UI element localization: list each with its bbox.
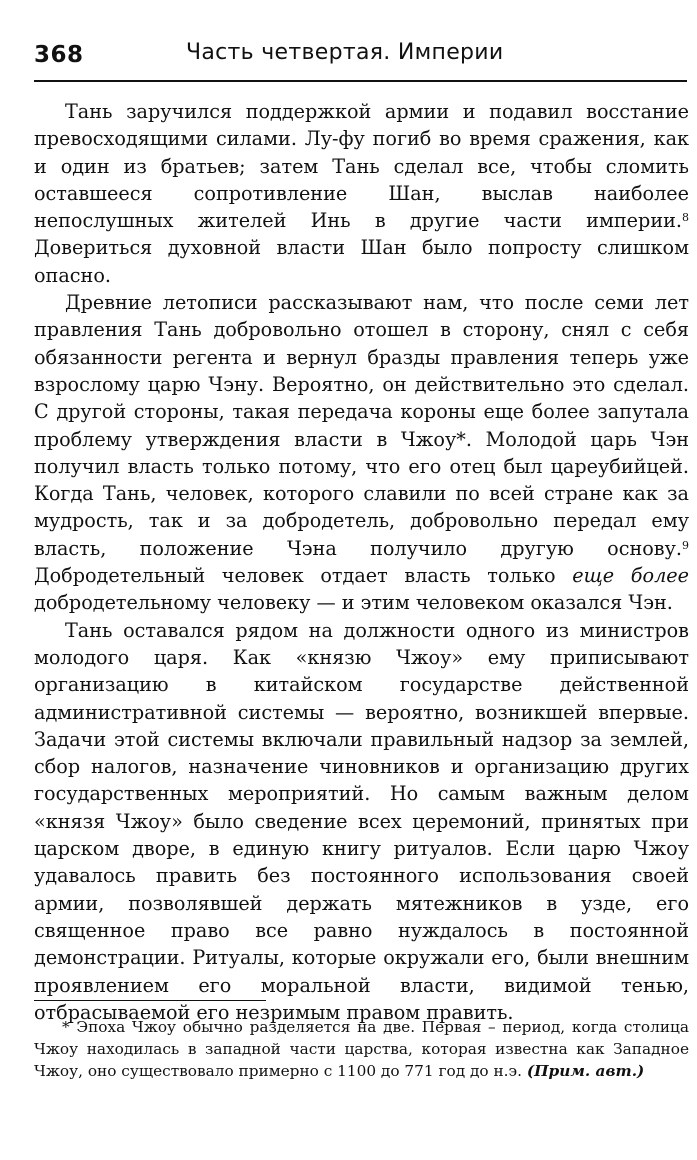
footnote-text: * Эпоха Чжоу обычно разделяется на две. Первая – период, когда столица Чжоу находилась в западной части царства, которая известна как Западное Чжоу, оно существовало примерно с 1100 до 771 год до н.э. (34, 1018, 689, 1080)
footnote-paragraph (34, 1016, 689, 1082)
paragraph-1-end: Довериться духовной власти Шан было попросту слишком опасно. (34, 236, 689, 287)
page-header (34, 38, 687, 78)
paragraph-1 (34, 98, 689, 289)
footnote (34, 1016, 689, 1082)
footnote-ref-9: 9 (682, 538, 689, 552)
header-rule (34, 80, 687, 82)
main-text (34, 98, 689, 1026)
footnote-author-note: (Прим. авт.) (526, 1062, 645, 1080)
footnote-rule (34, 1000, 266, 1001)
page-number: 368 (34, 42, 84, 68)
paragraph-2-text-b: Добродетельный человек отдает власть только (34, 564, 573, 588)
paragraph-2-text-a: Древние летописи рассказывают нам, что после семи лет правления Тань добровольно отошел в сторону, снял с себя обязанности регента и вернул бразды правления теперь уже взрослому царю Чэну. Вероятно, он действительно это сделал. С другой стороны, такая передача короны еще более запутала проблему утверждения власти в Чжоу*. Молодой царь Чэн получил власть только потому, что его отец был цареубийцей. Когда Тань, человек, которого славили по всей стране как за мудрость, так и за добродетель, добровольно передал ему власть, положение Чэна получило другую основу. (34, 291, 689, 560)
paragraph-2-text-c: добродетельному человеку — и этим человеком оказался Чэн. (34, 591, 673, 615)
running-head: Часть четвертая. Империи (186, 40, 504, 65)
paragraph-1-text: Тань заручился поддержкой армии и подавил восстание превосходящими силами. Лу-фу погиб во время сражения, как и один из братьев; затем Тань сделал все, чтобы сломить оставшееся сопротивление Шан, выслав наиболее непослушных жителей Инь в другие части империи. (34, 100, 689, 233)
paragraph-2 (34, 289, 689, 617)
emphasis-text: еще более (572, 564, 689, 588)
paragraph-3: Тань оставался рядом на должности одного из министров молодого царя. Как «князю Чжоу» ему приписывают организацию в китайском государстве действенной административной системы — вероятно, возникшей впервые. Задачи этой системы включали правильный надзор за землей, сбор налогов, назначение чиновников и организацию других государственных мероприятий. Но самым важным делом «князя Чжоу» было сведение всех церемоний, принятых при царском дворе, в единую книгу ритуалов. Если царю Чжоу удавалось править без постоянного использования своей армии, позволявшей держать мятежников в узде, его священное право все равно нуждалось в постоянной демонстрации. Ритуалы, которые окружали его, были внешним проявлением его моральной власти, видимой тенью, отбрасываемой его незримым правом править. (34, 618, 689, 1024)
footnote-ref-8: 8 (682, 211, 689, 225)
